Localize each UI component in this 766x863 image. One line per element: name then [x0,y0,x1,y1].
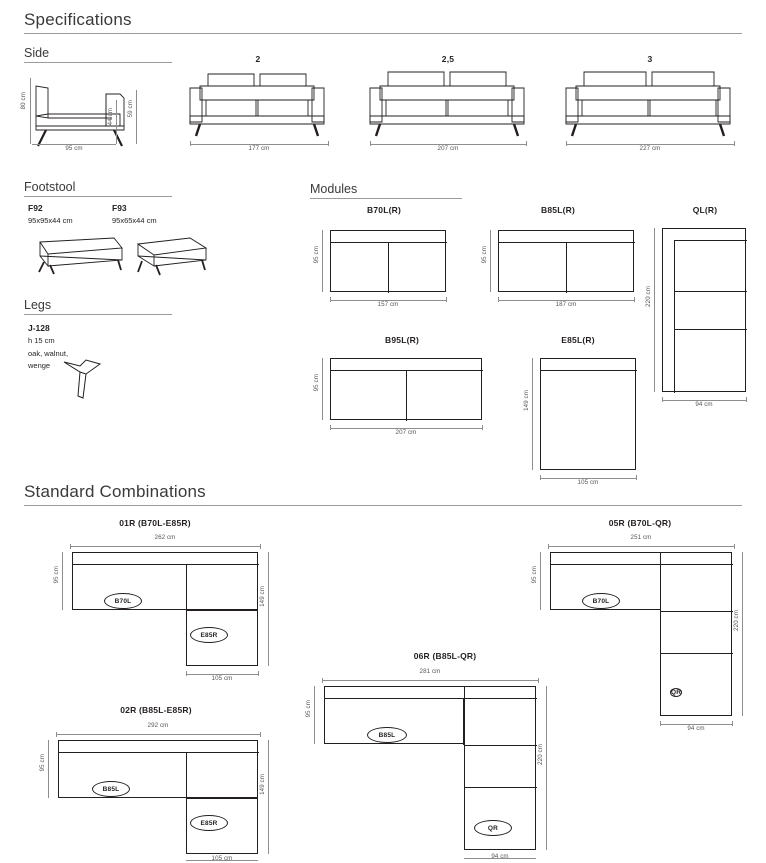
dim-sofa2-width: 177 cm [248,145,270,152]
module-plan-b70l [330,230,446,292]
dim-b70l-width: 157 cm [377,301,399,308]
dim-side-height: 80 cm [20,92,27,110]
combination-part-label-01r-b70l[interactable]: B70L [104,593,142,609]
module-code-b95l: B95L(R) [385,335,419,345]
dim-06r-left: 95 cm [305,700,312,718]
dim-line-01r-right [268,552,269,666]
dim-05r-top: 251 cm [630,534,652,541]
dim-b85l-depth: 95 cm [481,246,488,264]
combination-part-label-01r-e85r[interactable]: E85R [190,627,228,643]
section-heading-footstool: Footstool [24,180,172,197]
tick [732,721,733,726]
tick [526,141,527,146]
dim-line-01r-top [70,546,260,547]
section-heading-side: Side [24,46,172,63]
dim-01r-bottom: 105 cm [211,675,233,682]
dim-01r-right: 149 cm [259,586,266,607]
module-code-b70l: B70L(R) [367,205,401,215]
tick [734,544,735,549]
dim-02r-top: 292 cm [147,722,169,729]
dim-line-ql-depth [654,228,655,392]
combination-plan-02r-back [58,740,258,798]
module-code-ql: QL(R) [692,205,718,215]
dim-sofa25-width: 207 cm [437,145,459,152]
combination-plan-01r-back [72,552,258,610]
dim-02r-left: 95 cm [39,754,46,772]
dim-b70l-depth: 95 cm [313,246,320,264]
section-heading-modules: Modules [310,182,462,199]
dim-line-02r-left [48,740,49,798]
sofa-label-3: 3 [647,54,653,64]
dim-02r-bottom: 105 cm [211,855,233,862]
dim-line-side-height [30,78,31,144]
combination-code-06r: 06R (B85L-QR) [413,651,477,661]
combination-part-label-02r-e85r[interactable]: E85R [190,815,228,831]
dim-e85l-depth: 149 cm [523,390,530,411]
combination-part-label-05r-qr[interactable]: QR [671,689,682,696]
dim-b85l-width: 187 cm [555,301,577,308]
dim-06r-right: 220 cm [537,744,544,765]
dim-line-02r-right [268,740,269,854]
sofa-label-2-5: 2,5 [441,54,455,64]
footstool-code-f92: F92 [28,203,43,213]
module-plan-b95l [330,358,482,420]
combination-code-02r: 02R (B85L-E85R) [120,705,192,715]
tick [634,297,635,302]
dim-side-depth: 95 cm [65,145,83,152]
section-heading-standard-combinations: Standard Combinations [24,482,742,506]
dim-b95l-depth: 95 cm [313,374,320,392]
sofa-front-drawing-2-5 [366,62,532,142]
tick [70,544,71,549]
combination-code-05r: 05R (B70L-QR) [608,518,672,528]
dim-sofa3-width: 227 cm [639,145,661,152]
dim-line-05r-left [540,552,541,610]
combination-part-label-02r-b85l[interactable]: B85L [92,781,130,797]
tick [260,732,261,737]
dim-line-b95l-depth [322,358,323,420]
dim-e85l-width: 105 cm [577,479,599,486]
tick [746,397,747,402]
tick [260,544,261,549]
legs-materials-line1: oak, walnut, [28,349,69,358]
combination-part-label-06r-b85l[interactable]: B85L [367,727,407,743]
dim-b95l-width: 207 cm [395,429,417,436]
dim-ql-width: 94 cm [695,401,713,408]
dim-01r-top: 262 cm [154,534,176,541]
dim-line-05r-top [548,546,734,547]
dim-ql-depth: 220 cm [645,286,652,307]
sofa-front-drawing-3 [562,62,738,142]
dim-05r-left: 95 cm [531,566,538,584]
tick [538,678,539,683]
tick [328,141,329,146]
section-heading-legs: Legs [24,298,172,315]
tick [548,544,549,549]
module-plan-e85l [540,358,636,470]
module-code-e85l: E85L(R) [561,335,595,345]
dim-line-b70l-depth [322,230,323,292]
footstool-size-f93: 95x65x44 cm [112,216,157,225]
page-title: Specifications [24,10,742,34]
dim-side-overall: 59 cm [127,100,134,118]
footstool-drawing-f92 [26,232,126,278]
footstool-drawing-f93 [128,232,212,278]
tick [446,297,447,302]
side-profile-drawing [24,74,174,152]
footstool-size-f92: 95x95x44 cm [28,216,73,225]
module-code-b85l: B85L(R) [541,205,575,215]
dim-line-side-seat [116,100,117,144]
dim-line-side-overall [136,90,137,144]
combination-part-label-05r-b70l[interactable]: B70L [582,593,620,609]
tick [322,678,323,683]
tick [636,475,637,480]
tick [734,141,735,146]
dim-06r-bottom: 94 cm [491,853,509,860]
dim-line-e85l-depth [532,358,533,470]
tick [56,732,57,737]
dim-01r-left: 95 cm [53,566,60,584]
footstool-code-f93: F93 [112,203,127,213]
dim-side-seat: 44 cm [107,108,114,126]
sofa-label-2: 2 [255,54,261,64]
tick [482,425,483,430]
dim-06r-top: 281 cm [419,668,441,675]
dim-line-01r-left [62,552,63,610]
dim-line-06r-right [546,686,547,850]
leg-drawing [56,352,110,404]
dim-02r-right: 149 cm [259,774,266,795]
legs-code: J-128 [28,323,50,333]
sofa-front-drawing-2 [186,66,332,142]
module-plan-ql [662,228,746,392]
dim-05r-right: 220 cm [733,610,740,631]
dim-line-06r-left [314,686,315,744]
legs-height: h 15 cm [28,336,55,345]
legs-materials-line2: wenge [28,361,51,370]
dim-05r-bottom: 94 cm [687,725,705,732]
dim-line-b85l-depth [490,230,491,292]
dim-line-02r-top [56,734,260,735]
dim-line-06r-top [322,680,538,681]
module-plan-b85l [498,230,634,292]
combination-part-label-06r-qr[interactable]: QR [474,820,512,836]
dim-line-05r-right [742,552,743,716]
tick [258,671,259,676]
combination-code-01r: 01R (B70L-E85R) [119,518,191,528]
